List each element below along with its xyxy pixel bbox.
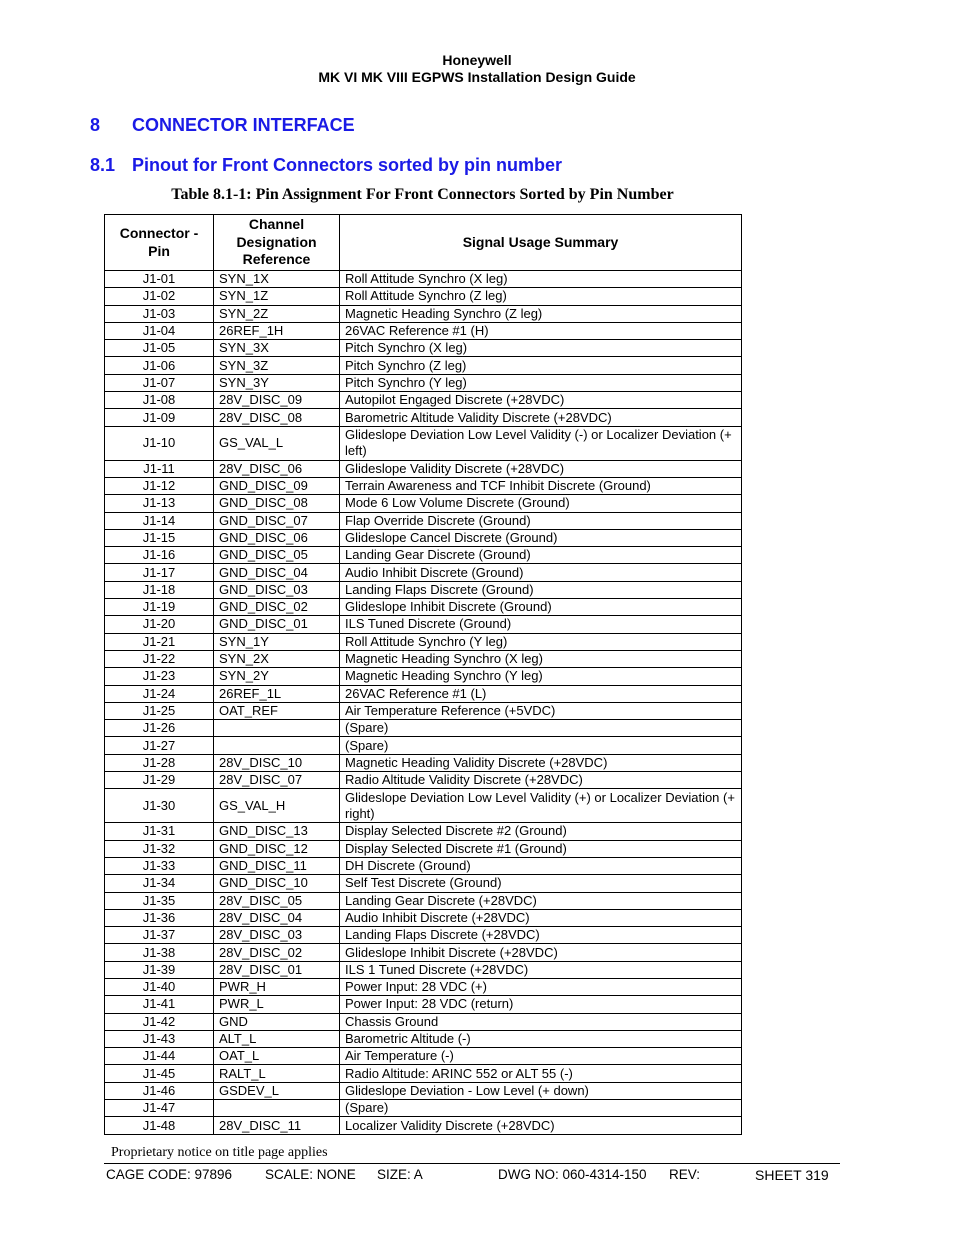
table-row xyxy=(105,737,742,754)
column-header-pin: Connector - Pin xyxy=(105,215,214,271)
reference-cell: GS_VAL_L xyxy=(214,426,340,460)
pin-cell: J1-38 xyxy=(105,944,214,961)
table-row xyxy=(105,909,742,926)
pin-cell: J1-24 xyxy=(105,685,214,702)
table-row xyxy=(105,944,742,961)
section-heading xyxy=(90,115,355,136)
footer-sheet-number: SHEET 319 xyxy=(755,1167,829,1183)
usage-cell: Glideslope Inhibit Discrete (+28VDC) xyxy=(340,944,742,961)
table-row xyxy=(105,1100,742,1117)
reference-cell: GND_DISC_06 xyxy=(214,529,340,546)
pin-cell: J1-46 xyxy=(105,1082,214,1099)
pin-cell: J1-30 xyxy=(105,789,214,823)
reference-cell: SYN_1Z xyxy=(214,288,340,305)
reference-cell: GND_DISC_07 xyxy=(214,512,340,529)
table-row xyxy=(105,392,742,409)
usage-cell: Power Input: 28 VDC (+) xyxy=(340,978,742,995)
table-row xyxy=(105,426,742,460)
table-row xyxy=(105,1117,742,1134)
table-row xyxy=(105,789,742,823)
section-number: 8 xyxy=(90,115,101,135)
reference-cell: GSDEV_L xyxy=(214,1082,340,1099)
reference-cell: 28V_DISC_09 xyxy=(214,392,340,409)
pin-cell: J1-43 xyxy=(105,1030,214,1047)
pin-cell: J1-01 xyxy=(105,271,214,288)
usage-cell: Air Temperature Reference (+5VDC) xyxy=(340,702,742,719)
pin-cell: J1-19 xyxy=(105,599,214,616)
section-title: CONNECTOR INTERFACE xyxy=(132,115,355,135)
pin-cell: J1-44 xyxy=(105,1048,214,1065)
table-row xyxy=(105,477,742,494)
pin-cell: J1-25 xyxy=(105,702,214,719)
reference-cell: SYN_2X xyxy=(214,650,340,667)
usage-cell: Audio Inhibit Discrete (Ground) xyxy=(340,564,742,581)
usage-cell: Pitch Synchro (Z leg) xyxy=(340,357,742,374)
table-row xyxy=(105,892,742,909)
reference-cell: 28V_DISC_03 xyxy=(214,927,340,944)
usage-cell: Roll Attitude Synchro (X leg) xyxy=(340,271,742,288)
usage-cell: Glideslope Inhibit Discrete (Ground) xyxy=(340,599,742,616)
usage-cell: (Spare) xyxy=(340,737,742,754)
usage-cell: Self Test Discrete (Ground) xyxy=(340,875,742,892)
usage-cell: Display Selected Discrete #2 (Ground) xyxy=(340,823,742,840)
table-row xyxy=(105,599,742,616)
table-row xyxy=(105,305,742,322)
usage-cell: Magnetic Heading Synchro (Y leg) xyxy=(340,668,742,685)
usage-cell: Audio Inhibit Discrete (+28VDC) xyxy=(340,909,742,926)
reference-cell: 28V_DISC_08 xyxy=(214,409,340,426)
reference-cell: GND_DISC_10 xyxy=(214,875,340,892)
reference-cell: SYN_3Z xyxy=(214,357,340,374)
table-row xyxy=(105,961,742,978)
usage-cell: Mode 6 Low Volume Discrete (Ground) xyxy=(340,495,742,512)
reference-cell: GND_DISC_01 xyxy=(214,616,340,633)
pin-cell: J1-37 xyxy=(105,927,214,944)
usage-cell: (Spare) xyxy=(340,1100,742,1117)
table-row xyxy=(105,840,742,857)
table-row xyxy=(105,616,742,633)
table-row xyxy=(105,927,742,944)
pin-cell: J1-05 xyxy=(105,340,214,357)
table-row xyxy=(105,754,742,771)
pin-cell: J1-21 xyxy=(105,633,214,650)
table-row xyxy=(105,460,742,477)
pin-cell: J1-09 xyxy=(105,409,214,426)
usage-cell: 26VAC Reference #1 (H) xyxy=(340,322,742,339)
pin-cell: J1-04 xyxy=(105,322,214,339)
subsection-heading xyxy=(90,155,562,176)
usage-cell: Glideslope Deviation - Low Level (+ down) xyxy=(340,1082,742,1099)
pin-cell: J1-42 xyxy=(105,1013,214,1030)
pin-cell: J1-02 xyxy=(105,288,214,305)
footer-drawing-number: DWG NO: 060-4314-150 xyxy=(498,1167,647,1182)
table-row xyxy=(105,322,742,339)
reference-cell: PWR_L xyxy=(214,996,340,1013)
subsection-title: Pinout for Front Connectors sorted by pin number xyxy=(132,155,562,175)
reference-cell xyxy=(214,737,340,754)
reference-cell: GND_DISC_12 xyxy=(214,840,340,857)
pin-cell: J1-22 xyxy=(105,650,214,667)
pin-cell: J1-06 xyxy=(105,357,214,374)
table-row xyxy=(105,288,742,305)
usage-cell: Display Selected Discrete #1 (Ground) xyxy=(340,840,742,857)
reference-cell: 26REF_1L xyxy=(214,685,340,702)
footer-scale: SCALE: NONE xyxy=(265,1167,356,1182)
usage-cell: ILS 1 Tuned Discrete (+28VDC) xyxy=(340,961,742,978)
table-row xyxy=(105,1030,742,1047)
usage-cell: ILS Tuned Discrete (Ground) xyxy=(340,616,742,633)
table-row xyxy=(105,547,742,564)
reference-cell: GND_DISC_02 xyxy=(214,599,340,616)
pin-cell: J1-16 xyxy=(105,547,214,564)
usage-cell: DH Discrete (Ground) xyxy=(340,857,742,874)
pin-cell: J1-15 xyxy=(105,529,214,546)
table-row xyxy=(105,633,742,650)
reference-cell: 28V_DISC_11 xyxy=(214,1117,340,1134)
table-row xyxy=(105,374,742,391)
pin-cell: J1-23 xyxy=(105,668,214,685)
table-row xyxy=(105,581,742,598)
pin-cell: J1-20 xyxy=(105,616,214,633)
column-header-usage: Signal Usage Summary xyxy=(340,215,742,271)
table-row xyxy=(105,512,742,529)
usage-cell: Chassis Ground xyxy=(340,1013,742,1030)
reference-cell: SYN_3X xyxy=(214,340,340,357)
table-header-row xyxy=(105,215,742,271)
footer-revision: REV: xyxy=(669,1167,701,1182)
usage-cell: Radio Altitude Validity Discrete (+28VDC) xyxy=(340,772,742,789)
usage-cell: Autopilot Engaged Discrete (+28VDC) xyxy=(340,392,742,409)
reference-cell: 28V_DISC_10 xyxy=(214,754,340,771)
reference-cell: GND_DISC_09 xyxy=(214,477,340,494)
reference-cell: OAT_REF xyxy=(214,702,340,719)
table-row xyxy=(105,702,742,719)
usage-cell: Power Input: 28 VDC (return) xyxy=(340,996,742,1013)
usage-cell: Glideslope Deviation Low Level Validity (+) or Localizer Deviation (+ right) xyxy=(340,789,742,823)
reference-cell: 28V_DISC_02 xyxy=(214,944,340,961)
pin-cell: J1-14 xyxy=(105,512,214,529)
reference-cell: 26REF_1H xyxy=(214,322,340,339)
usage-cell: Flap Override Discrete (Ground) xyxy=(340,512,742,529)
pin-cell: J1-07 xyxy=(105,374,214,391)
reference-cell: GND_DISC_03 xyxy=(214,581,340,598)
pin-cell: J1-39 xyxy=(105,961,214,978)
pin-cell: J1-08 xyxy=(105,392,214,409)
usage-cell: Roll Attitude Synchro (Z leg) xyxy=(340,288,742,305)
table-row xyxy=(105,1013,742,1030)
footer-size: SIZE: A xyxy=(377,1167,423,1182)
table-row xyxy=(105,650,742,667)
reference-cell xyxy=(214,720,340,737)
usage-cell: Landing Gear Discrete (+28VDC) xyxy=(340,892,742,909)
pin-cell: J1-41 xyxy=(105,996,214,1013)
pin-cell: J1-48 xyxy=(105,1117,214,1134)
pin-cell: J1-26 xyxy=(105,720,214,737)
table-row xyxy=(105,978,742,995)
usage-cell: Pitch Synchro (X leg) xyxy=(340,340,742,357)
pin-cell: J1-35 xyxy=(105,892,214,909)
header-doc-title: MK VI MK VIII EGPWS Installation Design Guide xyxy=(318,69,636,85)
table-row xyxy=(105,996,742,1013)
reference-cell: RALT_L xyxy=(214,1065,340,1082)
pin-cell: J1-40 xyxy=(105,978,214,995)
table-row xyxy=(105,409,742,426)
usage-cell: Magnetic Heading Synchro (Z leg) xyxy=(340,305,742,322)
reference-cell: GND_DISC_13 xyxy=(214,823,340,840)
pin-cell: J1-36 xyxy=(105,909,214,926)
reference-cell xyxy=(214,1100,340,1117)
reference-cell: SYN_1Y xyxy=(214,633,340,650)
pin-cell: J1-29 xyxy=(105,772,214,789)
pin-cell: J1-34 xyxy=(105,875,214,892)
pin-cell: J1-18 xyxy=(105,581,214,598)
reference-cell: GS_VAL_H xyxy=(214,789,340,823)
reference-cell: GND xyxy=(214,1013,340,1030)
header-company: Honeywell xyxy=(442,52,512,68)
reference-cell: ALT_L xyxy=(214,1030,340,1047)
reference-cell: OAT_L xyxy=(214,1048,340,1065)
reference-cell: GND_DISC_05 xyxy=(214,547,340,564)
usage-cell: Localizer Validity Discrete (+28VDC) xyxy=(340,1117,742,1134)
usage-cell: Roll Attitude Synchro (Y leg) xyxy=(340,633,742,650)
reference-cell: 28V_DISC_06 xyxy=(214,460,340,477)
pin-cell: J1-47 xyxy=(105,1100,214,1117)
pin-cell: J1-28 xyxy=(105,754,214,771)
reference-cell: 28V_DISC_01 xyxy=(214,961,340,978)
table-row xyxy=(105,357,742,374)
usage-cell: Barometric Altitude (-) xyxy=(340,1030,742,1047)
pin-cell: J1-45 xyxy=(105,1065,214,1082)
usage-cell: Barometric Altitude Validity Discrete (+28VDC) xyxy=(340,409,742,426)
footer-cage-code: CAGE CODE: 97896 xyxy=(106,1167,233,1182)
table-row xyxy=(105,529,742,546)
usage-cell: Radio Altitude: ARINC 552 or ALT 55 (-) xyxy=(340,1065,742,1082)
pin-cell: J1-03 xyxy=(105,305,214,322)
proprietary-notice: Proprietary notice on title page applies xyxy=(111,1145,328,1160)
pin-cell: J1-27 xyxy=(105,737,214,754)
table-row xyxy=(105,1065,742,1082)
pin-cell: J1-10 xyxy=(105,426,214,460)
usage-cell: Glideslope Deviation Low Level Validity (-) or Localizer Deviation (+ left) xyxy=(340,426,742,460)
table-row xyxy=(105,857,742,874)
reference-cell: SYN_1X xyxy=(214,271,340,288)
reference-cell: GND_DISC_08 xyxy=(214,495,340,512)
usage-cell: Magnetic Heading Synchro (X leg) xyxy=(340,650,742,667)
pin-cell: J1-12 xyxy=(105,477,214,494)
reference-cell: 28V_DISC_07 xyxy=(214,772,340,789)
table-row xyxy=(105,772,742,789)
reference-cell: GND_DISC_11 xyxy=(214,857,340,874)
usage-cell: Air Temperature (-) xyxy=(340,1048,742,1065)
pin-cell: J1-31 xyxy=(105,823,214,840)
usage-cell: Landing Flaps Discrete (Ground) xyxy=(340,581,742,598)
table-caption: Table 8.1-1: Pin Assignment For Front Connectors Sorted by Pin Number xyxy=(171,186,674,203)
usage-cell: Landing Gear Discrete (Ground) xyxy=(340,547,742,564)
table-body xyxy=(105,271,742,1135)
usage-cell: Glideslope Cancel Discrete (Ground) xyxy=(340,529,742,546)
reference-cell: SYN_2Z xyxy=(214,305,340,322)
table-row xyxy=(105,495,742,512)
table-row xyxy=(105,340,742,357)
reference-cell: PWR_H xyxy=(214,978,340,995)
table-row xyxy=(105,875,742,892)
reference-cell: 28V_DISC_04 xyxy=(214,909,340,926)
subsection-number: 8.1 xyxy=(90,155,116,175)
pin-cell: J1-32 xyxy=(105,840,214,857)
pin-cell: J1-17 xyxy=(105,564,214,581)
table-row xyxy=(105,271,742,288)
usage-cell: Terrain Awareness and TCF Inhibit Discrete (Ground) xyxy=(340,477,742,494)
usage-cell: (Spare) xyxy=(340,720,742,737)
table-row xyxy=(105,685,742,702)
reference-cell: SYN_2Y xyxy=(214,668,340,685)
table-row xyxy=(105,720,742,737)
reference-cell: 28V_DISC_05 xyxy=(214,892,340,909)
usage-cell: Magnetic Heading Validity Discrete (+28VDC) xyxy=(340,754,742,771)
footer-divider xyxy=(104,1163,840,1164)
usage-cell: 26VAC Reference #1 (L) xyxy=(340,685,742,702)
column-header-reference: Channel Designation Reference xyxy=(214,215,340,271)
table-row xyxy=(105,823,742,840)
pin-cell: J1-33 xyxy=(105,857,214,874)
reference-cell: SYN_3Y xyxy=(214,374,340,391)
table-row xyxy=(105,564,742,581)
usage-cell: Pitch Synchro (Y leg) xyxy=(340,374,742,391)
table-row xyxy=(105,668,742,685)
usage-cell: Landing Flaps Discrete (+28VDC) xyxy=(340,927,742,944)
pin-assignment-table xyxy=(104,214,742,1135)
table-row xyxy=(105,1082,742,1099)
pin-cell: J1-11 xyxy=(105,460,214,477)
table-row xyxy=(105,1048,742,1065)
reference-cell: GND_DISC_04 xyxy=(214,564,340,581)
usage-cell: Glideslope Validity Discrete (+28VDC) xyxy=(340,460,742,477)
pin-cell: J1-13 xyxy=(105,495,214,512)
